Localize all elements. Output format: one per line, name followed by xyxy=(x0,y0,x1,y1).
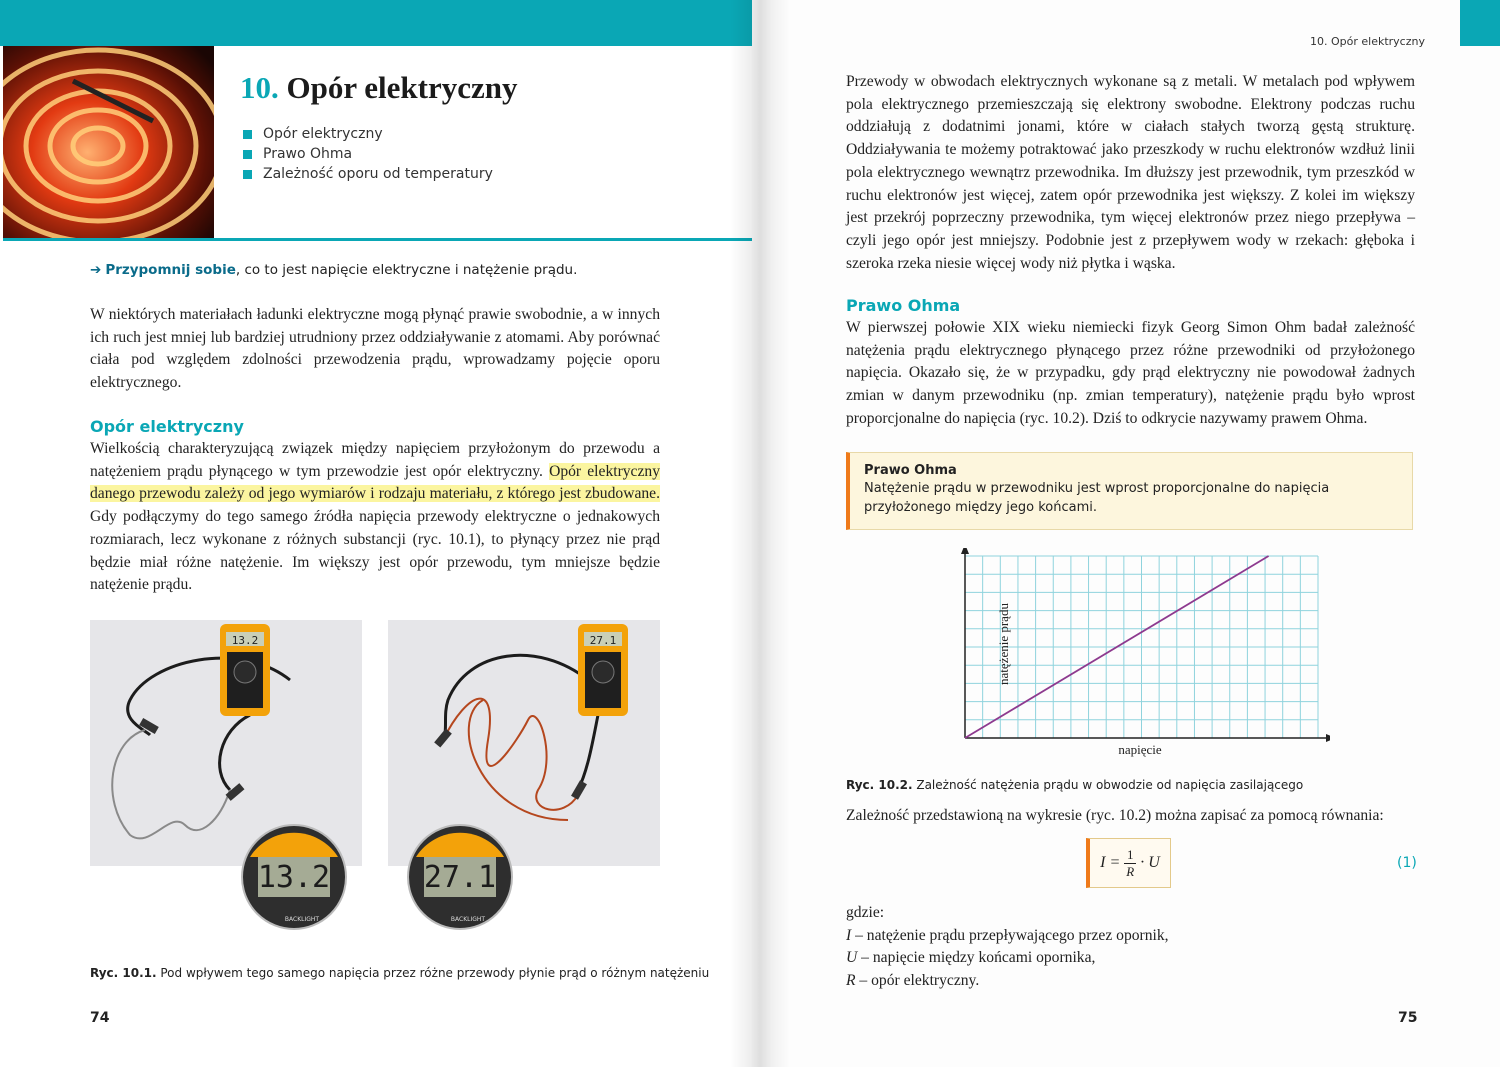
law-box-title: Prawo Ohma xyxy=(864,463,957,478)
caption-label: Ryc. 10.1. xyxy=(90,966,157,980)
paragraph-text: Gdy podłączymy do tego samego źródła napięcia przewody elektryczne o jednakowych rozmiarach, lecz wykonane z różnych substancji (ryc. 10.1), to płynący przez nie prąd będzie miał różne natężenie. Im większy jest opór przewodu, tym mniejsze będzie natężenie prądu. xyxy=(90,508,660,594)
equation-rhs: · U xyxy=(1140,854,1160,871)
page-number-right: 75 xyxy=(1398,1010,1418,1026)
page-number-left: 74 xyxy=(90,1010,110,1026)
definition-text: – opór elektryczny. xyxy=(855,972,980,990)
ohm-paragraph: W pierwszej połowie XIX wieku niemiecki fizyk Georg Simon Ohm badał zależność natężenia prądu elektrycznego płynącego przez różne przewodniki od przyłożonego napięcia. Okazało się, że w przypadku, gdy prąd elektryczny nie powodował żadnych zmian w danym przewodniku (np. zmian temperatury), natężenie prądu było wprost proporcjonalne do napięcia (ryc. 10.2). Dziś to odkrycie nazywamy prawem Ohma. xyxy=(846,319,1415,427)
fraction-denominator: R xyxy=(1126,863,1135,879)
chapter-title-text: Opór elektryczny xyxy=(286,70,518,105)
topic-item xyxy=(243,164,493,184)
remind-label: Przypomnij sobie xyxy=(105,262,236,278)
x-axis-label: napięcie xyxy=(1118,742,1162,757)
equation-intro: Zależność przedstawioną na wykresie (ryc. 10.2) można zapisać za pomocą równania: xyxy=(846,807,1384,824)
bullet-square-icon xyxy=(243,130,252,139)
y-axis-arrow-icon xyxy=(961,548,969,554)
chapter-header-rule xyxy=(3,238,752,241)
topic-item xyxy=(243,144,493,164)
zoom-display-value: 13.2 xyxy=(257,860,331,895)
remind-text: , co to jest napięcie elektryczne i natężenie prądu. xyxy=(235,262,578,278)
caption-text: Zależność natężenia prądu w obwodzie od napięcia zasilającego xyxy=(912,778,1304,792)
display-zoom-1 xyxy=(240,823,348,931)
multimeter-display: 13.2 xyxy=(231,634,259,647)
definitions xyxy=(846,902,1406,993)
multimeter-display: 27.1 xyxy=(589,634,617,647)
fraction-numerator: 1 xyxy=(1127,846,1134,862)
topic-text: Zależność oporu od temperatury xyxy=(263,166,493,182)
definition-text: – natężenie prądu przepływającego przez opornik, xyxy=(851,926,1169,944)
ohm-chart xyxy=(940,548,1330,760)
definition-text: – napięcie między końcami opornika, xyxy=(857,949,1096,967)
definition-symbol: U xyxy=(846,949,858,967)
definition-symbol: I xyxy=(846,926,852,944)
equation-number: (1) xyxy=(1397,855,1417,871)
top-color-bar xyxy=(0,0,752,46)
section-heading-ohm: Prawo Ohma xyxy=(846,296,961,315)
arrow-right-icon: ➔ xyxy=(90,262,102,278)
caption-label: Ryc. 10.2. xyxy=(846,778,913,792)
topic-text: Opór elektryczny xyxy=(263,126,383,142)
section-heading-resistance: Opór elektryczny xyxy=(90,417,244,436)
topic-text: Prawo Ohma xyxy=(263,146,353,162)
chart-grid xyxy=(965,556,1318,738)
x-axis-arrow-icon xyxy=(1326,734,1330,742)
highlighted-definition: Opór elektryczny danego przewodu zależy od jego wymiarów i rodzaju materiału, z którego jest zbudowane. xyxy=(90,462,660,503)
law-box xyxy=(846,452,1413,530)
law-box-body: Natężenie prądu w przewodniku jest wprost proporcjonalne do napięcia przyłożonego między jego końcami. xyxy=(864,481,1330,515)
section-resistance-paragraph xyxy=(90,438,660,597)
bullet-square-icon xyxy=(243,170,252,179)
bullet-square-icon xyxy=(243,150,252,159)
equation-box xyxy=(1086,838,1171,888)
chapter-photo-hotplate xyxy=(3,46,214,239)
chapter-number: 10. xyxy=(240,70,279,105)
definition-item xyxy=(846,925,1406,948)
top-color-tab xyxy=(1460,0,1500,46)
topic-item xyxy=(243,124,493,144)
fraction xyxy=(1124,848,1136,879)
backlight-label: BACKLIGHT xyxy=(450,916,486,923)
where-label: gdzie: xyxy=(846,904,885,921)
figure-caption-10-2 xyxy=(846,778,1303,792)
topic-list xyxy=(243,124,493,184)
chapter-title xyxy=(240,70,518,106)
display-zoom-2 xyxy=(406,823,514,931)
remind-note xyxy=(90,262,577,278)
metals-paragraph: Przewody w obwodach elektrycznych wykonane są z metali. W metalach pod wpływem pola elektrycznego przemieszczają się elektrony swobodne. Elektrony podczas ruchu oddziałują z dodatnimi jonami, które w ciałach stałych tworzą gęstą strukturę. Oddziaływania te możemy potraktować jako przeszkody w ruchu elektronów wzdłuż linii pola elektrycznego wewnątrz przewodnika. Im dłuższy jest przewodnik, tym przeszkód w ruchu elektronów jest więcej, zatem opór przewodnika jest większy. Z kolei im większy jest przekrój poprzeczny przewodnika, tym więcej elektronów przez niego przepływa – czyli jego opór jest mniejszy. Podobnie jest z przepływem wody w rzekach: głęboka i szeroka rzeka niesie więcej wody niż płytka i wąska. xyxy=(846,73,1415,272)
backlight-label: BACKLIGHT xyxy=(284,916,320,923)
definition-item xyxy=(846,970,1406,993)
running-head: 10. Opór elektryczny xyxy=(1310,35,1425,48)
paragraph-text: Wielkością charakteryzującą związek między napięciem przyłożonym do przewodu a natężeniem prądu płynącego w tym przewodzie jest opór elektryczny. xyxy=(90,440,660,480)
equation-lhs: I = xyxy=(1100,854,1121,871)
right-page xyxy=(752,0,1500,1067)
intro-paragraph: W niektórych materiałach ładunki elektryczne mogą płynąć prawie swobodnie, a w innych ich ruch jest mniej lub bardziej utrudniony przez oddziaływanie z atomami. Aby porównać ciała pod względem zdolności przewodzenia prądu, wprowadzamy pojęcie oporu elektrycznego. xyxy=(90,306,660,392)
definition-item xyxy=(846,947,1406,970)
caption-text: Pod wpływem tego samego napięcia przez różne przewody płynie prąd o różnym natężeniu xyxy=(156,966,710,980)
figure-caption-10-1 xyxy=(90,966,709,980)
definition-symbol: R xyxy=(846,972,856,990)
y-axis-label: natężenie prądu xyxy=(996,603,1011,685)
zoom-display-value: 27.1 xyxy=(423,860,497,895)
